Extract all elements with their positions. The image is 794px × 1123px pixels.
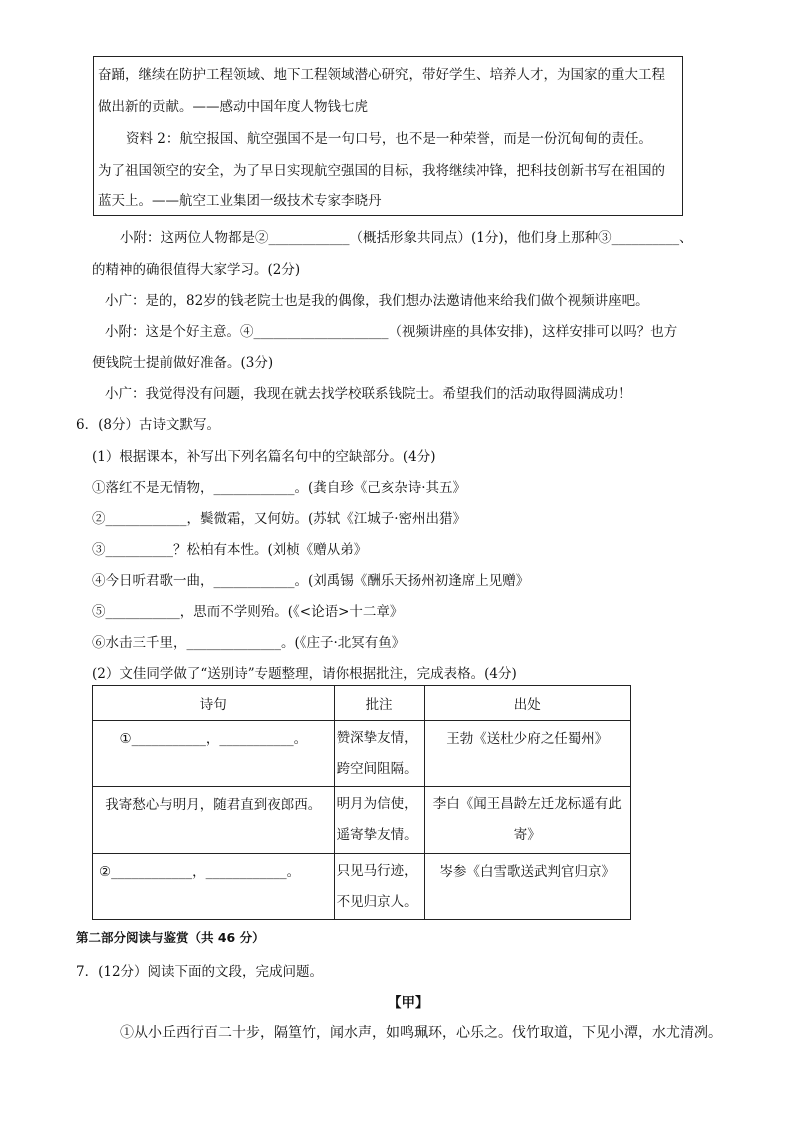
question-6-title: 6．(8分）古诗文默写。 <box>76 417 220 433</box>
table-header-poem: 诗句 <box>93 686 335 721</box>
question-6-part-1: (1）根据课本，补写出下列名篇名句中的空缺部分。(4分) <box>92 449 436 465</box>
fill-item: ①落红不是无情物，____________。(龚自珍《己亥杂诗·其五》 <box>92 480 467 496</box>
question-6-part-2: (2）文佳同学做了“送别诗”专题整理，请你根据批注，完成表格。(4分) <box>92 666 517 682</box>
table-cell-poem: ②____________，____________。 <box>93 853 335 919</box>
box-line-2: 做出新的贡献。——感动中国年度人物钱七虎 <box>98 99 368 115</box>
table-header-note: 批注 <box>334 686 424 721</box>
table-cell-poem: 我寄愁心与明月，随君直到夜郎西。 <box>93 787 335 853</box>
fill-item: ⑥水击三千里，______________。(《庄子·北冥有鱼》 <box>92 635 406 651</box>
fill-item: ④今日听君歌一曲，____________。(刘禹锡《酬乐天扬州初逢席上见赠》 <box>92 573 530 589</box>
table-row <box>93 721 631 787</box>
dialog-line-3: 小广：是的，82岁的钱老院士也是我的偶像，我们想办法邀请他来给我们做个视频讲座吧。 <box>105 293 649 309</box>
table-cell-note: 明月为信使，遥寄挚友情。 <box>334 787 424 853</box>
table-cell-source: 王勃《送杜少府之任蜀州》 <box>424 721 630 787</box>
fill-item: ⑤___________，思而不学则殆。(《<论语>十二章》 <box>92 604 404 620</box>
table-cell-source: 岑参《白雪歌送武判官归京》 <box>424 853 630 919</box>
table-row <box>93 853 631 919</box>
farewell-poem-table <box>92 685 631 920</box>
dialog-line-5: 便钱院士提前做好准备。(3分) <box>92 355 274 371</box>
table-row <box>93 787 631 853</box>
table-cell-note: 赞深挚友情，跨空间阻隔。 <box>334 721 424 787</box>
box-line-5: 蓝天上。——航空工业集团一级技术专家李晓丹 <box>98 193 382 209</box>
dialog-line-2: 的精神的确很值得大家学习。(2分) <box>92 262 301 278</box>
passage-paragraph-1: ①从小丘西行百二十步，隔篁竹，闻水声，如鸣珮环，心乐之。伐竹取道，下见小潭，水尤清冽。 <box>120 1025 722 1041</box>
box-line-3: 资料 2：航空报国、航空强国不是一句口号，也不是一种荣誉，而是一份沉甸甸的责任。 <box>126 131 652 147</box>
part-2-heading: 第二部分阅读与鉴赏（共 46 分） <box>76 930 265 945</box>
question-7-title: 7．(12分）阅读下面的文段，完成问题。 <box>76 964 324 980</box>
dialog-line-4: 小附：这是个好主意。④____________________（视频讲座的具体安排)，这样安排可以吗？也方 <box>105 324 678 340</box>
dialog-line-6: 小广：我觉得没有问题，我现在就去找学校联系钱院士。希望我们的活动取得圆满成功！ <box>105 386 632 402</box>
dialog-line-1: 小附：这两位人物都是②____________（概括形象共同点）(1分)，他们身上那种③__________、 <box>120 230 693 246</box>
box-line-1: 奋踊，继续在防护工程领域、地下工程领域潜心研究，带好学生、培养人才，为国家的重大工程 <box>98 67 665 83</box>
table-cell-note: 只见马行迹，不见归京人。 <box>334 853 424 919</box>
material-box <box>93 56 683 216</box>
table-cell-source: 李白《闻王昌龄左迁龙标遥有此寄》 <box>424 787 630 853</box>
section-jia-label: 【甲】 <box>388 995 429 1011</box>
fill-item: ②____________，鬓微霜，又何妨。(苏轼《江城子·密州出猎》 <box>92 511 467 527</box>
box-line-4: 为了祖国领空的安全，为了早日实现航空强国的目标，我将继续冲锋，把科技创新书写在祖国的 <box>98 163 665 179</box>
table-header-source: 出处 <box>424 686 630 721</box>
table-cell-poem: ①___________，___________。 <box>93 721 335 787</box>
fill-item: ③__________？松柏有本性。(刘桢《赠从弟》 <box>92 542 368 558</box>
